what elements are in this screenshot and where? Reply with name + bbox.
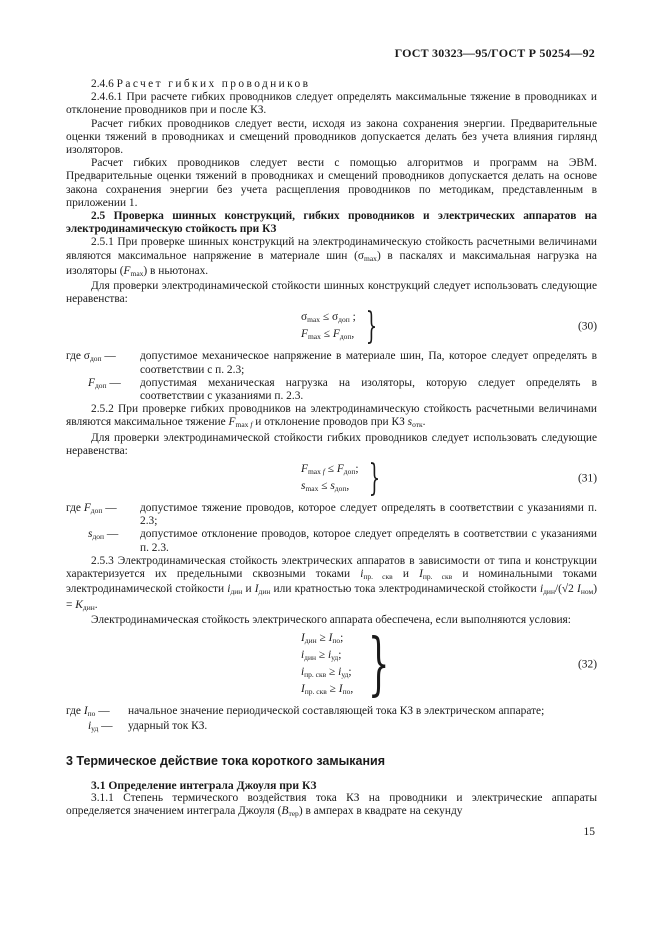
paragraph-2-4-6-3: Расчет гибких проводников следует вести с помощью алгоритмов и программ на ЭВМ. Предварительные оценки тяжений в проводниках и смещений проводников допускается делать на основе закона сохранения энергии без учета расщепления проводников по методикам, представленным в приложении 1. bbox=[66, 157, 597, 209]
right-brace: } bbox=[365, 306, 377, 348]
equation-31 bbox=[66, 458, 597, 500]
paragraph-2-4-6-1: 2.4.6.1 При расчете гибких проводников следует определять максимальные тяжение в проводниках и отклонение проводников при и после КЗ. bbox=[66, 91, 597, 117]
equation-31-line-1: $F_{max f} \le F_{доп}$; bbox=[301, 463, 359, 477]
equation-32 bbox=[66, 624, 597, 704]
page-content bbox=[66, 78, 597, 820]
section-3-title: 3 Термическое действие тока короткого замыкания bbox=[66, 754, 385, 769]
paragraph-2-5-1-b: Для проверки электродинамической стойкости шинных конструкций следует использовать следующие неравенства: bbox=[66, 280, 597, 306]
paragraph-2-5-1: 2.5.1 При проверке шинных конструкций на электродинамическую стойкость расчетными величинами являются максимальное напряжение в материале шин $(\sigma_{max})$ в паскалях и максимальная нагрузка на изоляторы $(F_{max})$ в ньютонах. bbox=[66, 236, 597, 278]
definition-i-po: где $I_{по}$ — начальное значение периодической составляющей тока КЗ в электрическом аппарате; bbox=[66, 704, 545, 718]
section-2-4-6-title: 2.4.6 Расчет гибких проводников bbox=[91, 78, 311, 90]
definition-f-dop: $F_{доп}$ — допустимая механическая нагрузка на изоляторы, которую следует определять в соответствии с указаниями п. 2.3. bbox=[88, 376, 597, 403]
section-2-5-title: 2.5 Проверка шинных конструкций, гибких проводников и электрических аппаратов на электродинамическую стойкость при КЗ bbox=[66, 210, 597, 236]
equation-30 bbox=[66, 306, 597, 348]
equation-31-line-2: $s_{max} \le s_{доп}$, bbox=[301, 480, 350, 494]
equation-number: (32) bbox=[578, 658, 597, 671]
equation-32-line-4: $I_{пр. скв} \ge I_{по}$, bbox=[301, 682, 354, 696]
definition-i-ud: $i_{уд}$ — ударный ток КЗ. bbox=[88, 720, 208, 734]
paragraph-2-5-3: 2.5.3 Электродинамическая стойкость электрических аппаратов в зависимости от типа и конструкции характеризуется их предельными сквозными токами $i_{пр. скв}$ и $I_{пр. скв}$ и номинальными токами электродинамической стойкости $i_{дин}$ и $I_{дин}$ или кратностью тока электродинамической стойкости $i_{дин}/(√2$ $I_{ном}) = K_{дин}$. bbox=[66, 554, 598, 612]
page-number: 15 bbox=[583, 826, 595, 838]
right-brace: } bbox=[368, 458, 380, 500]
definition-sigma-dop: где $\sigma_{доп}$ — допустимое механическое напряжение в материале шин, Па, которое следует определять в соответствии с п. 2.3; bbox=[66, 350, 597, 376]
equation-number: (31) bbox=[578, 472, 597, 485]
equation-number: (30) bbox=[578, 320, 597, 333]
section-3-1-title: 3.1 Определение интеграла Джоуля при КЗ bbox=[91, 778, 317, 792]
paragraph-2-5-2: 2.5.2 При проверке гибких проводников на электродинамическую стойкость расчетными величинами являются максимальное тяжение $F_{max f}$ и отклонение проводов при КЗ $s_{отк}$. bbox=[66, 403, 597, 430]
paragraph-2-5-2-b: Для проверки электродинамической стойкости гибких проводников следует использовать следующие неравенства: bbox=[66, 431, 597, 457]
equation-30-line-1: $\sigma_{max} \le \sigma_{доп}$ ; bbox=[301, 311, 356, 325]
equation-32-line-2: $i_{дин} \ge i_{уд}$; bbox=[301, 648, 342, 662]
paragraph-3-1-1: 3.1.1 Степень термического воздействия тока КЗ на проводники и электрические аппараты определяется значением интеграла Джоуля $(B_{тер})$ в амперах в квадрате на секунду bbox=[66, 791, 597, 818]
right-brace: } bbox=[368, 624, 390, 704]
paragraph-2-4-6-2: Расчет гибких проводников следует вести, исходя из закона сохранения энергии. Предварительные оценки тяжений в проводниках и смещений проводников допускается делать без учета влияния гирлянд изоляторов. bbox=[66, 117, 597, 157]
equation-32-line-3: $i_{пр. скв} \ge i_{уд}$; bbox=[301, 665, 352, 679]
equation-32-line-1: $I_{дин} \ge I_{по}$; bbox=[301, 631, 344, 645]
definition-f-dop-2: где $F_{доп}$ — допустимое тяжение проводов, которое следует определять в соответствии с указаниями п. 2.3; bbox=[66, 502, 597, 528]
page-header: ГОСТ 30323—95/ГОСТ Р 50254—92 bbox=[394, 46, 595, 60]
equation-30-line-2: $F_{max} \le F_{доп}$, bbox=[301, 328, 355, 342]
definition-s-dop: $s_{доп}$ — допустимое отклонение проводов, которое следует определять в соответствии с указаниями п. 2.3. bbox=[88, 528, 597, 554]
paragraph-2-5-3-b: Электродинамическая стойкость электрического аппарата обеспечена, если выполняются условия: bbox=[91, 613, 571, 626]
